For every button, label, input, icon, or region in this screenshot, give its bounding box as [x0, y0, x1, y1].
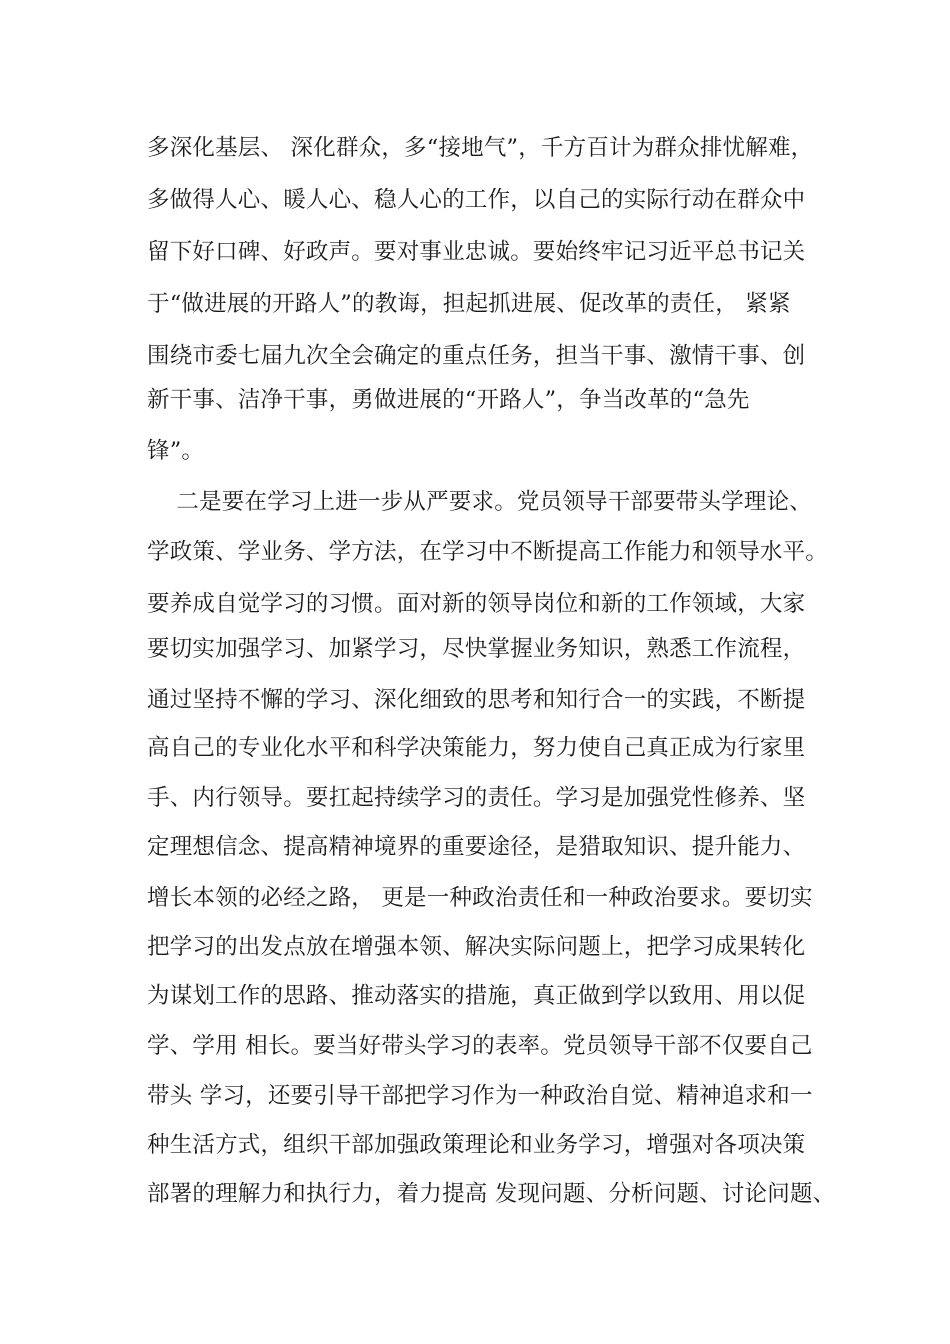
- text-line: 二是要在学习上进一步从严要求。党员领导干部要带头学理论、: [147, 489, 813, 515]
- text-line: 通过坚持不懈的学习、深化细致的思考和知行合一的实践，不断提: [147, 687, 806, 713]
- text-line: 为谋划工作的思路、推动落实的措施，真正做到学以致用、用以促: [147, 983, 806, 1009]
- text-line: 学、学用 相长。要当好带头学习的表率。党员领导干部不仅要自己: [147, 1033, 813, 1059]
- text-line: 要切实加强学习、加紧学习，尽快掌握业务知识，熟悉工作流程，: [147, 636, 806, 662]
- text-line: 种生活方式，组织干部加强政策理论和业务学习，增强对各项决策: [147, 1132, 806, 1158]
- text-line: 多深化基层、 深化群众，多“接地气”，千方百计为群众排忧解难，: [147, 135, 814, 161]
- text-line: 锋”。: [147, 438, 205, 464]
- text-line: 带头 学习，还要引导干部把学习作为一种政治自觉、精神追求和一: [147, 1083, 813, 1109]
- text-line: 多做得人心、暖人心、稳人心的工作，以自己的实际行动在群众中: [147, 187, 806, 213]
- text-line: 学政策、学业务、学方法，在学习中不断提高工作能力和领导水平。: [147, 539, 829, 565]
- text-line: 留下好口碑、好政声。要对事业忠诚。要始终牢记习近平总书记关: [147, 239, 806, 265]
- text-line: 于“做进展的开路人”的教诲，担起抓进展、促改革的责任， 紧紧: [147, 291, 791, 317]
- text-line: 要养成自觉学习的习惯。面对新的领导岗位和新的工作领域，大家: [147, 591, 806, 617]
- text-line: 增长本领的必经之路， 更是一种政治责任和一种政治要求。要切实: [147, 885, 813, 911]
- text-line: 手、内行领导。要扛起持续学习的责任。学习是加强党性修养、坚: [147, 785, 806, 811]
- text-line: 围绕市委七届九次全会确定的重点任务，担当干事、激情干事、创: [147, 343, 806, 369]
- text-line: 把学习的出发点放在增强本领、解决实际问题上，把学习成果转化: [147, 934, 806, 960]
- text-line: 定理想信念、提高精神境界的重要途径，是猎取知识、提升能力、: [147, 834, 806, 860]
- text-line: 新干事、洁净干事，勇做进展的“开路人”，争当改革的“急先: [147, 387, 750, 413]
- text-line: 高自己的专业化水平和科学决策能力，努力使自己真正成为行家里: [147, 735, 806, 761]
- text-line: 部署的理解力和执行力，着力提高 发现问题、分析问题、讨论问题、: [147, 1181, 836, 1207]
